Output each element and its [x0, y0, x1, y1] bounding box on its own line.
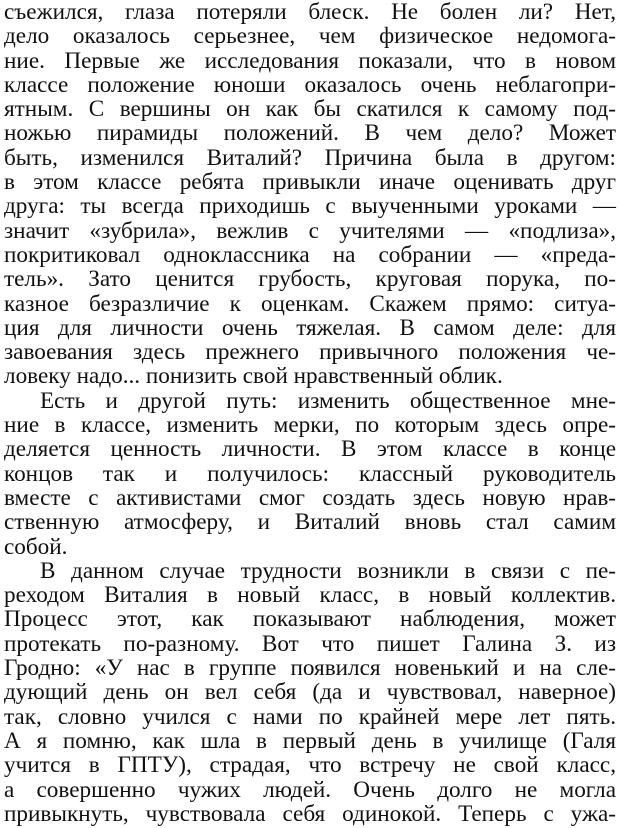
- text-line: А я помню, как шла в первый день в училище (Галя: [4, 727, 616, 754]
- text-line: тель». Зато ценится грубость, круговая порука, по-: [4, 266, 616, 293]
- text-line: покритиковал одноклассника на собрании — «преда-: [4, 241, 616, 268]
- text-line: привыкнуть, чувствовала себя одинокой. Теперь с ужа-: [4, 800, 616, 827]
- text-line: реходом Виталия в новый класс, в новый коллектив.: [4, 582, 616, 609]
- text-line: казное безразличие к оценкам. Скажем прямо: ситуа-: [4, 290, 616, 317]
- text-line: ние в классе, изменить мерки, по которым здесь опре-: [4, 412, 616, 439]
- text-line: значит «зубрила», вежлив с учителями — «подлиза»,: [4, 217, 616, 244]
- text-line: Есть и другой путь: изменить общественное мне-: [40, 387, 616, 414]
- text-line: ножью пирамиды положений. В чем дело? Может: [4, 120, 616, 147]
- text-line: В данном случае трудности возникли в связи с пе-: [40, 557, 616, 584]
- text-line: вместе с активистами смог создать здесь новую нрав-: [4, 484, 616, 511]
- text-line: дующий день он вел себя (да и чувствовал, наверное): [4, 679, 616, 706]
- book-page: [4, 0, 616, 826]
- text-line: ция для личности очень тяжелая. В самом деле: для: [4, 314, 616, 341]
- text-line: быть, изменился Виталий? Причина была в другом:: [4, 144, 616, 171]
- text-line: в этом классе ребята привыкли иначе оценивать друг: [4, 169, 616, 196]
- paragraph-1: [4, 0, 616, 389]
- text-line: так, словно учился с нами по крайней мере лет пять.: [4, 703, 616, 730]
- text-line: ние. Первые же исследования показали, что в новом: [4, 47, 616, 74]
- paragraph-2: [4, 389, 616, 559]
- text-line: Процесс этот, как показывают наблюдения, может: [4, 606, 616, 633]
- text-line: ловеку надо... понизить свой нравственный облик.: [4, 363, 503, 390]
- text-line: собой.: [4, 533, 68, 560]
- text-line: завоевания здесь прежнего привычного положения че-: [4, 339, 616, 366]
- text-line: ятным. С вершины он как бы скатился к самому под-: [4, 96, 616, 123]
- text-line: друга: ты всегда приходишь с выученными уроками —: [4, 193, 616, 220]
- paragraph-3: [4, 559, 616, 826]
- text-line: дело оказалось серьезнее, чем физическое недомога-: [4, 23, 616, 50]
- text-line: а совершенно чужих людей. Очень долго не могла: [4, 776, 616, 803]
- text-line: ственную атмосферу, и Виталий вновь стал самим: [4, 509, 616, 536]
- text-line: Гродно: «У нас в группе появился новенький и на сле-: [4, 655, 616, 682]
- text-line: учится в ГПТУ), страдая, что встречу не свой класс,: [4, 752, 616, 779]
- text-line: концов так и получилось: классный руководитель: [4, 460, 616, 487]
- text-line: съежился, глаза потеряли блеск. Не болен ли? Нет,: [4, 0, 616, 25]
- text-line: деляется ценность личности. В этом классе в конце: [4, 436, 616, 463]
- text-line: классе положение юноши оказалось очень неблагопри-: [4, 71, 616, 98]
- text-line: протекать по-разному. Вот что пишет Галина З. из: [4, 630, 616, 657]
